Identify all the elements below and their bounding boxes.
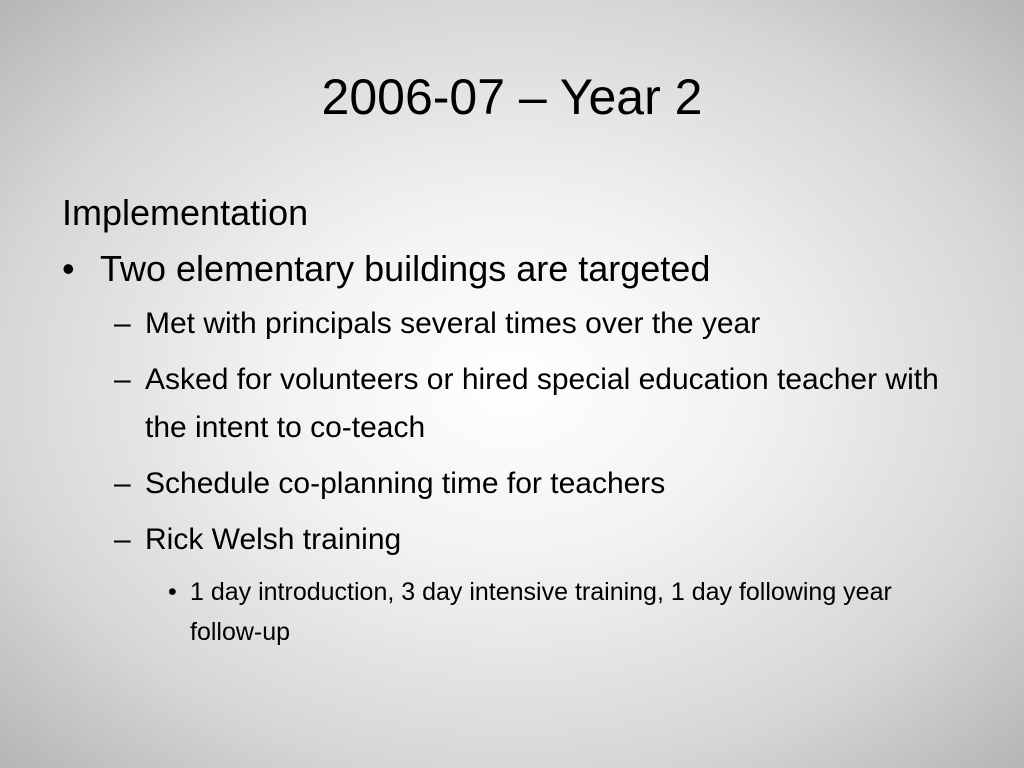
bullet-text: Two elementary buildings are targeted: [100, 248, 711, 289]
sub-item-volunteers: [114, 356, 965, 452]
dash-marker: –: [114, 307, 131, 340]
bullet-item: [62, 246, 962, 292]
sub-item-schedule: [114, 460, 965, 508]
sub-item-text: Met with principals several times over the year: [145, 307, 761, 340]
sub-item-text: Schedule co-planning time for teachers: [145, 467, 666, 500]
sub-item-training: [114, 516, 965, 564]
sub-item-text: Rick Welsh training: [145, 523, 402, 556]
slide-title: 2006-07 – Year 2: [321, 69, 703, 125]
bullet-marker: •: [168, 578, 177, 606]
sub-item-principals: [114, 300, 965, 348]
bullet-marker: •: [62, 248, 75, 289]
section-heading: Implementation: [62, 192, 309, 233]
sub-item-text: Asked for volunteers or hired special education teacher with the intent to co-teach: [145, 363, 939, 444]
dash-marker: –: [114, 467, 131, 500]
slide-content: [62, 190, 962, 652]
dash-marker: –: [114, 523, 131, 556]
dash-marker: –: [114, 363, 131, 396]
sub-sub-item-training-details: [168, 572, 920, 652]
sub-sub-item-text: 1 day introduction, 3 day intensive training, 1 day following year follow-up: [190, 578, 892, 646]
